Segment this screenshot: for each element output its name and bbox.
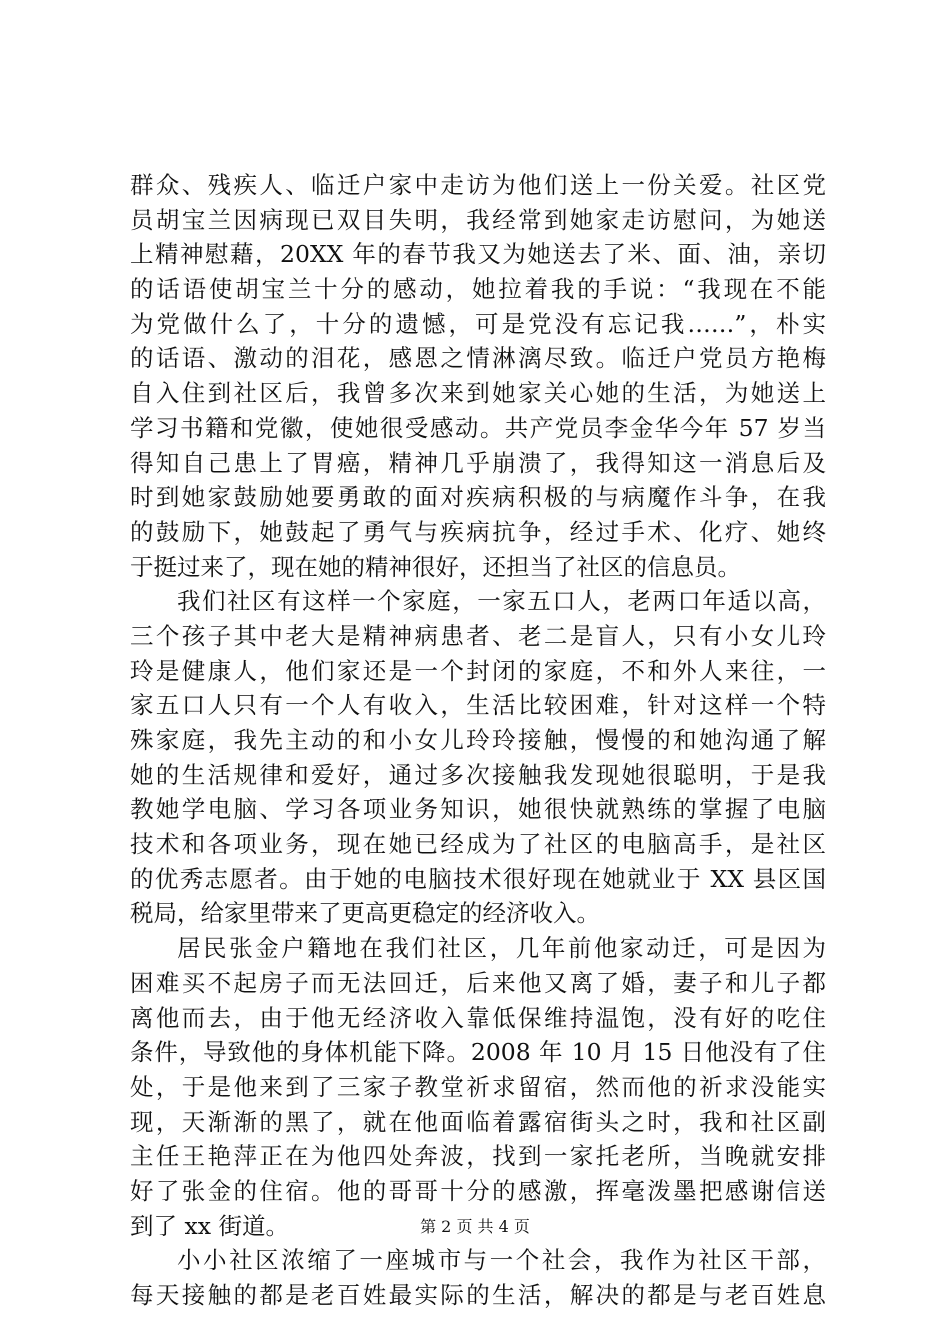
text-line: 条件，导致他的身体机能下降。2008 年 10 月 15 日他没有了住	[130, 1038, 826, 1067]
text-line: 得知自己患上了胃癌，精神几乎崩溃了，我得知这一消息后及	[130, 448, 826, 477]
text-line: 处，于是他来到了三家子教堂祈求留宿，然而他的祈求没能实	[130, 1072, 826, 1101]
text-line: 为党做什么了，十分的遗憾，可是党没有忘记我……”，朴实	[130, 309, 826, 338]
paragraph-3	[130, 931, 826, 1243]
text-line: 家五口人只有一个人有收入，生活比较困难，针对这样一个特	[130, 691, 826, 720]
text-line: 离他而去，由于他无经济收入靠低保维持温饱，没有好的吃住	[130, 1003, 826, 1032]
paragraph-2	[130, 584, 826, 931]
text-line: 好了张金的住宿。他的哥哥十分的感激，挥毫泼墨把感谢信送	[130, 1176, 826, 1205]
text-line: 玲是健康人，他们家还是一个封闭的家庭，不和外人来往，一	[130, 656, 826, 685]
page-number-footer: 第 2 页 共 4 页	[420, 1217, 530, 1236]
text-line: 的话语、激动的泪花，感恩之情淋漓尽致。临迁户党员方艳梅	[130, 344, 826, 373]
text-line: 自入住到社区后，我曾多次来到她家关心她的生活，为她送上	[130, 379, 826, 408]
paragraph-1	[130, 168, 826, 584]
text-line: 我们社区有这样一个家庭，一家五口人，老两口年适以高，	[177, 587, 826, 616]
text-line: 的优秀志愿者。由于她的电脑技术很好现在她就业于 XX 县区国	[130, 864, 826, 893]
text-line: 时到她家鼓励她要勇敢的面对疾病积极的与病魔作斗争，在我	[130, 483, 826, 512]
paragraph-4	[130, 1243, 826, 1312]
text-line: 员胡宝兰因病现已双目失明，我经常到她家走访慰问，为她送	[130, 205, 826, 234]
text-line: 居民张金户籍地在我们社区，几年前他家动迁，可是因为	[177, 934, 826, 963]
text-line: 小小社区浓缩了一座城市与一个社会，我作为社区干部，	[177, 1246, 826, 1275]
text-line: 到了 xx 街道。	[130, 1211, 289, 1240]
text-line: 的话语使胡宝兰十分的感动，她拉着我的手说：“我现在不能	[130, 275, 826, 304]
text-line: 上精神慰藉，20XX 年的春节我又为她送去了米、面、油，亲切	[130, 240, 826, 269]
text-line: 三个孩子其中老大是精神病患者、老二是盲人，只有小女儿玲	[130, 621, 826, 650]
text-line: 困难买不起房子而无法回迁，后来他又离了婚，妻子和儿子都	[130, 968, 826, 997]
text-line: 税局，给家里带来了更高更稳定的经济收入。	[130, 899, 600, 928]
text-line: 群众、残疾人、临迁户家中走访为他们送上一份关爱。社区党	[130, 171, 826, 199]
text-line: 她的生活规律和爱好，通过多次接触我发现她很聪明，于是我	[130, 760, 826, 789]
text-line: 的鼓励下，她鼓起了勇气与疾病抗争，经过手术、化疗、她终	[130, 517, 826, 546]
text-line: 殊家庭，我先主动的和小女儿玲玲接触，慢慢的和她沟通了解	[130, 726, 826, 754]
text-line: 每天接触的都是老百姓最实际的生活，解决的都是与老百姓息	[130, 1281, 826, 1309]
text-line: 主任王艳萍正在为他四处奔波，找到一家托老所，当晚就安排	[130, 1142, 826, 1171]
text-line: 学习书籍和党徽，使她很受感动。共产党员李金华今年 57 岁当	[130, 413, 826, 442]
text-line: 于挺过来了，现在她的精神很好，还担当了社区的信息员。	[130, 552, 741, 581]
text-line: 教她学电脑、学习各项业务知识，她很快就熟练的掌握了电脑	[130, 795, 826, 824]
document-body	[130, 168, 826, 1313]
text-line: 现，天渐渐的黑了，就在他面临着露宿街头之时，我和社区副	[130, 1107, 826, 1136]
text-line: 技术和各项业务，现在她已经成为了社区的电脑高手，是社区	[130, 830, 826, 859]
